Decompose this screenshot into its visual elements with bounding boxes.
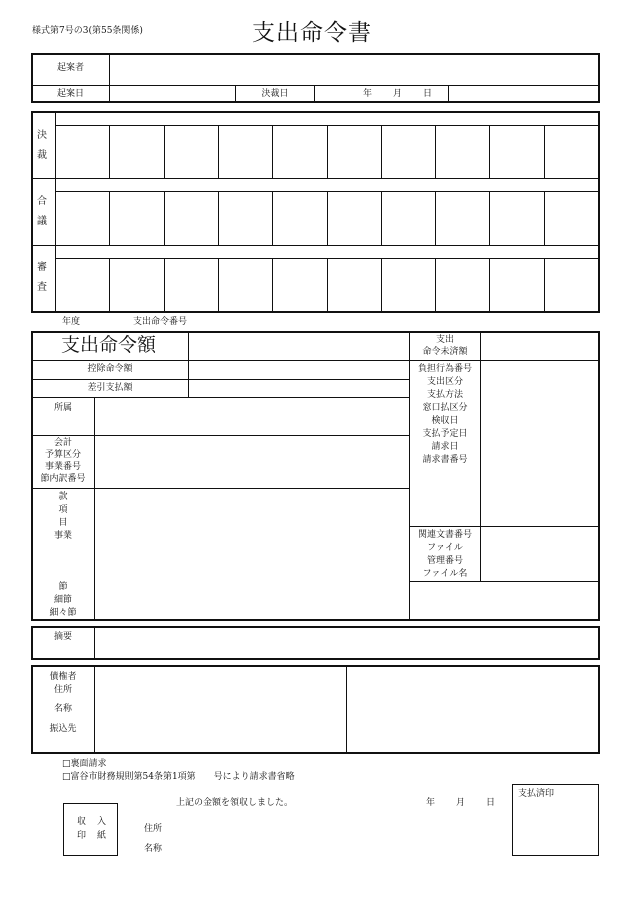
stamp-char-2: 入 bbox=[97, 817, 107, 827]
receipt-day: 日 bbox=[486, 798, 496, 808]
approval-stamp-cell[interactable] bbox=[545, 260, 598, 312]
approval-stamp-cell[interactable] bbox=[545, 126, 598, 178]
approval-stamp-cell[interactable] bbox=[382, 126, 435, 178]
approval-row-2-char-1: 合 bbox=[37, 196, 47, 207]
approval-stamp-cell[interactable] bbox=[273, 260, 326, 312]
approval-stamp-cell[interactable] bbox=[436, 260, 489, 312]
stamp-char-3: 印 bbox=[77, 831, 87, 841]
unpaid-field[interactable] bbox=[481, 333, 599, 360]
approval-stamp-cell[interactable] bbox=[328, 260, 381, 312]
approval-stamp-cell[interactable] bbox=[273, 193, 326, 245]
stamp-char-1: 収 bbox=[77, 817, 87, 827]
approval-stamp-cell[interactable] bbox=[56, 260, 109, 312]
dept-label: 所属 bbox=[54, 403, 73, 413]
order-number-label: 支出命令番号 bbox=[133, 317, 188, 327]
summary-label: 摘要 bbox=[53, 632, 72, 642]
decision-day-label: 日 bbox=[423, 89, 433, 99]
approval-stamp-cell[interactable] bbox=[56, 126, 109, 178]
approval-row-1-char-2: 裁 bbox=[37, 150, 47, 161]
approval-row-2-char-2: 議 bbox=[37, 216, 47, 227]
stamp-char-4: 紙 bbox=[97, 831, 107, 841]
approval-stamp-cell[interactable] bbox=[382, 193, 435, 245]
page-title: 支出命令書 bbox=[252, 20, 372, 46]
drafter-label: 起案者 bbox=[56, 63, 84, 73]
related-doc-field[interactable] bbox=[481, 527, 599, 581]
approval-stamp-cell[interactable] bbox=[436, 126, 489, 178]
unpaid-label: 支出 命令未済額 bbox=[422, 335, 468, 357]
invoice-omit-checkbox[interactable]: □富谷市財務規則第54条第1項第 号により請求書省略 bbox=[62, 772, 295, 782]
receipt-year: 年 bbox=[426, 798, 436, 808]
payee-name-label: 名称 bbox=[144, 844, 163, 854]
revenue-stamp-box bbox=[63, 803, 118, 856]
approval-stamp-cell[interactable] bbox=[110, 193, 163, 245]
approval-stamp-cell[interactable] bbox=[545, 193, 598, 245]
paid-stamp-label: 支払済印 bbox=[518, 789, 555, 799]
approval-stamp-cell[interactable] bbox=[165, 126, 218, 178]
net-payment-label: 差引支払額 bbox=[87, 383, 133, 393]
approval-stamp-cell[interactable] bbox=[219, 260, 272, 312]
fiscal-year-label: 年度 bbox=[62, 317, 81, 327]
transfer-field[interactable] bbox=[347, 666, 599, 753]
approval-stamp-cell[interactable] bbox=[490, 260, 543, 312]
creditor-field[interactable] bbox=[95, 666, 346, 753]
budget-label-bottom: 節 細節 細々節 bbox=[49, 582, 77, 618]
summary-field[interactable] bbox=[95, 627, 599, 659]
deduction-label: 控除命令額 bbox=[87, 364, 133, 374]
approval-row-1-char-1: 決 bbox=[37, 130, 47, 141]
related-doc-label: 関連文書番号 ファイル 管理番号 ファイル名 bbox=[417, 530, 472, 579]
draft-date-label: 起案日 bbox=[56, 89, 84, 99]
receipt-text: 上記の金額を領収しました。 bbox=[176, 798, 294, 808]
creditor-label: 債権者 bbox=[49, 672, 77, 682]
approval-stamp-cell[interactable] bbox=[165, 260, 218, 312]
decision-month-label: 月 bbox=[393, 89, 403, 99]
approval-stamp-cell[interactable] bbox=[165, 193, 218, 245]
main-bottom-right-field[interactable] bbox=[410, 582, 599, 620]
drafter-field[interactable] bbox=[110, 54, 599, 85]
draft-date-field[interactable] bbox=[110, 86, 235, 102]
account-label: 会計 予算区分 事業番号 節内訳番号 bbox=[40, 438, 86, 484]
creditor-address-label: 住所 bbox=[53, 685, 72, 695]
net-payment-field[interactable] bbox=[189, 380, 409, 397]
payee-address-label: 住所 bbox=[144, 824, 163, 834]
approval-stamp-cell[interactable] bbox=[490, 126, 543, 178]
approval-stamp-cell[interactable] bbox=[110, 126, 163, 178]
creditor-name-label: 名称 bbox=[53, 704, 72, 714]
account-field[interactable] bbox=[95, 436, 409, 488]
approval-stamp-cell[interactable] bbox=[273, 126, 326, 178]
approval-stamp-cell[interactable] bbox=[436, 193, 489, 245]
approval-row-3-char-1: 審 bbox=[37, 262, 47, 273]
receipt-month: 月 bbox=[456, 798, 466, 808]
amount-field[interactable] bbox=[189, 333, 409, 360]
approval-row-3-char-2: 査 bbox=[37, 282, 47, 293]
decision-date-label: 決裁日 bbox=[261, 89, 289, 99]
budget-field[interactable] bbox=[95, 489, 409, 620]
back-request-checkbox[interactable]: □裏面請求 bbox=[62, 759, 107, 769]
budget-label-top: 款 項 目 事業 bbox=[53, 492, 72, 541]
deduction-field[interactable] bbox=[189, 361, 409, 379]
approval-stamp-cell[interactable] bbox=[56, 193, 109, 245]
approval-stamp-cell[interactable] bbox=[219, 126, 272, 178]
transfer-label: 振込先 bbox=[49, 724, 77, 734]
approval-stamp-cell[interactable] bbox=[382, 260, 435, 312]
approval-stamp-cell[interactable] bbox=[219, 193, 272, 245]
form-number: 様式第7号の3(第55条関係) bbox=[32, 26, 143, 36]
decision-year-label: 年 bbox=[363, 89, 373, 99]
payment-info-field[interactable] bbox=[481, 361, 599, 526]
payment-info-label: 負担行為番号 支出区分 支払方法 窓口払区分 検収日 支払予定日 請求日 請求書番号 bbox=[417, 364, 472, 465]
approval-stamp-cell[interactable] bbox=[110, 260, 163, 312]
amount-title: 支出命令額 bbox=[61, 334, 157, 356]
dept-field[interactable] bbox=[95, 398, 409, 435]
approval-stamp-cell[interactable] bbox=[328, 126, 381, 178]
approval-stamp-cell[interactable] bbox=[328, 193, 381, 245]
approval-stamp-cell[interactable] bbox=[490, 193, 543, 245]
